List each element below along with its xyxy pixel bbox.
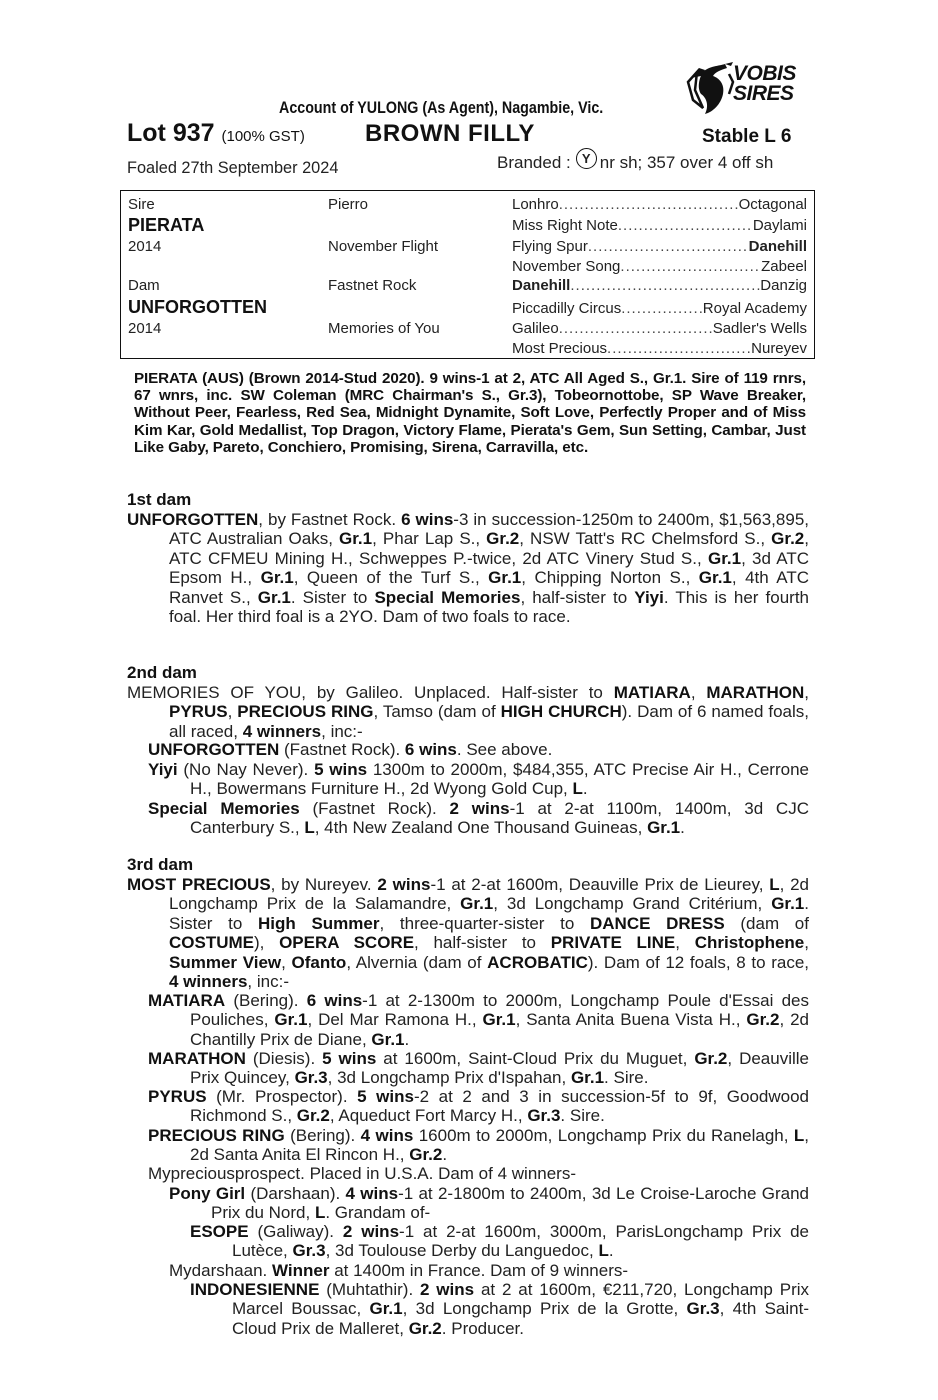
sire-year: 2014 [128, 238, 162, 255]
bold-name: MOST PRECIOUS [127, 875, 271, 894]
bold-name: 5 wins [322, 1049, 377, 1068]
horse-description: BROWN FILLY [365, 120, 535, 147]
family-entry: UNFORGOTTEN (Fastnet Rock). 6 wins. See above. [148, 740, 553, 759]
bold-name: Special Memories [148, 799, 300, 818]
bold-name: PRECIOUS RING [148, 1126, 285, 1145]
family-entry: PRECIOUS RING (Bering). 4 wins 1600m to 2000m, Longchamp Prix du Ranelagh, L, 2d Santa Anita El Rincon H., Gr.2. [148, 1126, 809, 1165]
bold-name: MARATHON [148, 1049, 246, 1068]
section-heading: 1st dam [127, 490, 192, 509]
bold-name: Gr.1 [260, 568, 294, 588]
lot-label: Lot 937 [127, 119, 215, 147]
bold-name: MATIARA [148, 991, 226, 1010]
bold-name: 5 wins [314, 760, 368, 779]
bold-name: 2 wins [449, 799, 510, 818]
bold-name: 6 wins [306, 991, 363, 1010]
sire-label: Sire [128, 196, 155, 213]
bold-name: Gr.1 [698, 568, 732, 588]
bold-name: 6 wins [404, 740, 457, 759]
bold-name: Winner [272, 1261, 330, 1280]
sire-name: PIERATA [128, 215, 205, 235]
bold-name: Gr.1 [369, 1299, 403, 1319]
family-entry: MARATHON (Diesis). 5 wins at 1600m, Saint-Cloud Prix du Muguet, Gr.2, Deauville Prix Quincey, Gr.3, 3d Longchamp Prix d'Ispahan, Gr.1. Sire. [148, 1049, 810, 1088]
bold-name: Gr.1 [482, 1010, 516, 1030]
parent-dam-dam: Memories of You [328, 320, 440, 337]
bold-name: 2 wins [342, 1222, 400, 1241]
family-entry: Mypreciousprospect. Placed in U.S.A. Dam of 4 winners- [148, 1164, 577, 1183]
bold-name: Gr.2 [746, 1010, 780, 1030]
bold-name: L [314, 1203, 326, 1223]
lot-number [127, 119, 305, 148]
bold-name: 4 winners [242, 721, 322, 741]
vendor-account: Account of YULONG (As Agent), Nagambie, Vic. [279, 98, 604, 117]
stable-location: Stable L 6 [702, 126, 792, 147]
bold-name: Gr.2 [694, 1049, 728, 1068]
family-entry: Mydarshaan. Winner at 1400m in France. Dam of 9 winners- [169, 1261, 629, 1280]
bold-name: MATIARA [613, 683, 691, 702]
gst-note: (100% GST) [221, 128, 305, 145]
family-entry: PYRUS (Mr. Prospector). 5 wins-2 at 2 and 3 in succession-5f to 9f, Goodwood Richmond S., Gr.2, Aqueduct Fort Marcy H., Gr.3. Sire. [148, 1087, 810, 1126]
dam-label: Dam [128, 277, 160, 294]
bold-name: 2 wins [377, 875, 431, 894]
dam-year: 2014 [128, 320, 162, 337]
bold-name: PRECIOUS RING [237, 702, 374, 722]
family-entry: Yiyi (No Nay Never). 5 wins 1300m to 2000m, $484,355, ATC Precise Air H., Cerrone H., Bowermans Furniture H., 2d Wyong Gold Cup, L. [148, 760, 809, 799]
bold-name: Gr.1 [707, 548, 742, 568]
family-entry: ESOPE (Galiway). 2 wins-1 at 2-at 1600m, 3000m, ParisLongchamp Prix de Lutèce, Gr.3, 3d Toulouse Derby du Languedoc, L. [190, 1222, 809, 1261]
family-entry: Pony Girl (Darshaan). 4 wins-1 at 2-1800m to 2400m, 3d Le Croise-Laroche Grand Prix du Nord, L. Grandam of- [169, 1184, 810, 1223]
bold-name: High Summer [258, 913, 380, 933]
bold-name: Special Memories [374, 587, 521, 607]
parent-sire-sire: Pierro [328, 196, 369, 213]
family-entry: UNFORGOTTEN, by Fastnet Rock. 6 wins-3 in succession-1250m to 2400m, $1,563,895, ATC Australian Oaks, Gr.1, Phar Lap S., Gr.2, NSW Tatt's RC Chelmsford S., Gr.2, ATC CFMEU Mining H., Schweppes P.-twice, 2d ATC Vinery Stud S., Gr.1, 3d ATC Epsom H., Gr.1, Queen of the Turf S., Gr.1, Chipping Norton S., Gr.1, 4th ATC Ranvet S., Gr.1. Sister to Special Memories, half-sister to Yiyi. This is her fourth foal. Her third foal is a 2YO. Dam of two foals to race. [127, 510, 809, 627]
family-entry: INDONESIENNE (Muhtathir). 2 wins at 2 at 1600m, €211,720, Longchamp Prix Marcel Boussac, Gr.1, 3d Longchamp Prix de la Grotte, Gr.3, 4th Saint-Cloud Prix de Malleret, Gr.2. Producer. [190, 1280, 810, 1338]
family-entry: MEMORIES OF YOU, by Galileo. Unplaced. Half-sister to MATIARA, MARATHON, PYRUS, PRECIOUS RING, Tamso (dam of HIGH CHURCH). Dam of 6 named foals, all raced, 4 winners, inc:- [127, 683, 809, 741]
bold-name: Gr.2 [296, 1106, 330, 1126]
bold-name: PRIVATE LINE [550, 933, 676, 953]
bold-name: Gr.3 [294, 1068, 328, 1088]
bold-name: Gr.1 [339, 529, 373, 549]
bold-name: 4 wins [345, 1184, 399, 1203]
pedigree-table [120, 190, 815, 359]
foaled-date: Foaled 27th September 2024 [127, 158, 339, 177]
logo-line-1: VOBIS [733, 62, 796, 85]
bold-name: L [793, 1126, 805, 1145]
bold-name: 4 winners [169, 972, 248, 992]
section-heading: 2nd dam [127, 663, 197, 682]
brand-info [497, 152, 773, 173]
bold-name: ESOPE [190, 1222, 249, 1241]
bold-name: 6 wins [401, 510, 454, 529]
bold-name: HIGH CHURCH [500, 702, 622, 722]
bold-name: L [572, 779, 583, 799]
bold-name: L [598, 1241, 609, 1261]
parent-dam-sire: Fastnet Rock [328, 277, 417, 294]
bold-name: Gr.2 [409, 1145, 443, 1165]
bold-name: Gr.1 [488, 568, 522, 588]
parent-sire-dam: November Flight [328, 238, 439, 255]
dam-name: UNFORGOTTEN [128, 297, 267, 317]
bold-name: INDONESIENNE [190, 1280, 320, 1299]
logo-line-2: SIRES [733, 82, 794, 105]
branded-label: Branded : [497, 152, 571, 172]
section-heading: 3rd dam [127, 855, 194, 874]
grandparent-row: Lonhro ..... Octagonal [512, 196, 807, 213]
bold-name: PYRUS [169, 702, 228, 722]
bold-name: L [769, 875, 780, 894]
bold-name: Gr.1 [371, 1029, 405, 1049]
bold-name: Gr.3 [292, 1241, 326, 1261]
bold-name: MARATHON [706, 683, 805, 702]
bold-name: Gr.2 [486, 529, 520, 549]
bold-name: ACROBATIC [487, 952, 588, 972]
grandparent-row: Galileo ..... Sadler's Wells [512, 320, 807, 337]
grandparent-row: Most Precious ..... Nureyev [512, 340, 807, 357]
bold-name: UNFORGOTTEN [127, 510, 259, 529]
family-entry: MOST PRECIOUS, by Nureyev. 2 wins-1 at 2-at 1600m, Deauville Prix de Lieurey, L, 2d Longchamp Prix de la Salamandre, Gr.1, 3d Longchamp Grand Critérium, Gr.1. Sister to High Summer, three-quarter-sister to DANCE DRESS (dam of COSTUME), OPERA SCORE, half-sister to PRIVATE LINE, Christophene, Summer View, Ofanto, Alvernia (dam of ACROBATIC). Dam of 12 foals, 8 to race, 4 winners, inc:- [127, 875, 810, 992]
bold-name: Gr.2 [408, 1318, 442, 1338]
bold-name: Gr.1 [570, 1068, 605, 1088]
bold-name: Yiyi [148, 760, 178, 779]
bold-name: Christophene [694, 933, 805, 953]
family-entry: Special Memories (Fastnet Rock). 2 wins-1 at 2-at 1100m, 1400m, 3d CJC Canterbury S., L, 4th New Zealand One Thousand Guineas, Gr.1. [148, 799, 809, 838]
family-entry: MATIARA (Bering). 6 wins-1 at 2-1300m to 2000m, Longchamp Poule d'Essai des Pouliches, Gr.1, Del Mar Ramona H., Gr.1, Santa Anita Buena Vista H., Gr.2, 2d Chantilly Prix de Diane, Gr.1. [148, 991, 809, 1049]
brand-mark-icon: Y [576, 148, 597, 169]
bold-name: Ofanto [291, 952, 347, 972]
bold-name: Yiyi [634, 587, 664, 607]
bold-name: COSTUME [169, 933, 254, 953]
bold-name: Gr.2 [771, 529, 805, 549]
sire-summary: PIERATA (AUS) (Brown 2014-Stud 2020). 9 wins-1 at 2, ATC All Aged S., Gr.1. Sire of 119 rnrs, 67 wnrs, inc. SW Coleman (MRC Chairman's S., Gr.3), Tobeornottobe, SP Wave Breaker, Without Peer, Fearless, Red Sea, Midnight Dynamite, Soft Love, Perfectly Proper and of Miss Kim Kar, Gold Medallist, Top Dragon, Victory Flame, Pierata's Gem, Sun Setting, Cambar, Just Like Gaby, Pareto, Conchiero, Promising, Sirena, Carravilla, etc. [134, 370, 806, 456]
bold-name: 2 wins [420, 1280, 475, 1299]
bold-name: 4 wins [360, 1126, 414, 1145]
bold-name: Gr.1 [647, 818, 681, 838]
bold-name: UNFORGOTTEN [148, 740, 280, 759]
branded-text: nr sh; 357 over 4 off sh [599, 152, 774, 172]
bold-name: Pony Girl [169, 1184, 246, 1203]
bold-name: Gr.3 [686, 1299, 720, 1319]
bold-name: DANCE DRESS [590, 913, 725, 933]
bold-name: Gr.1 [460, 894, 494, 914]
bold-name: PYRUS [148, 1087, 207, 1106]
grandparent-row: Danehill ..... Danzig [512, 277, 807, 294]
vobis-sires-logo [685, 60, 820, 115]
bold-name: Summer View [169, 952, 282, 972]
horse-rider-icon [685, 60, 735, 115]
grandparent-row: Piccadilly Circus ..... Royal Academy [512, 300, 807, 317]
grandparent-row: November Song ..... Zabeel [512, 258, 807, 275]
bold-name: Gr.1 [274, 1010, 308, 1030]
grandparent-row: Miss Right Note ..... Daylami [512, 217, 807, 234]
bold-name: Gr.1 [771, 894, 805, 914]
bold-name: 5 wins [357, 1087, 414, 1106]
grandparent-row: Flying Spur ..... Danehill [512, 238, 807, 255]
bold-name: OPERA SCORE [279, 933, 415, 953]
bold-name: Gr.1 [257, 587, 291, 607]
bold-name: Gr.3 [527, 1106, 561, 1126]
bold-name: L [304, 818, 315, 838]
